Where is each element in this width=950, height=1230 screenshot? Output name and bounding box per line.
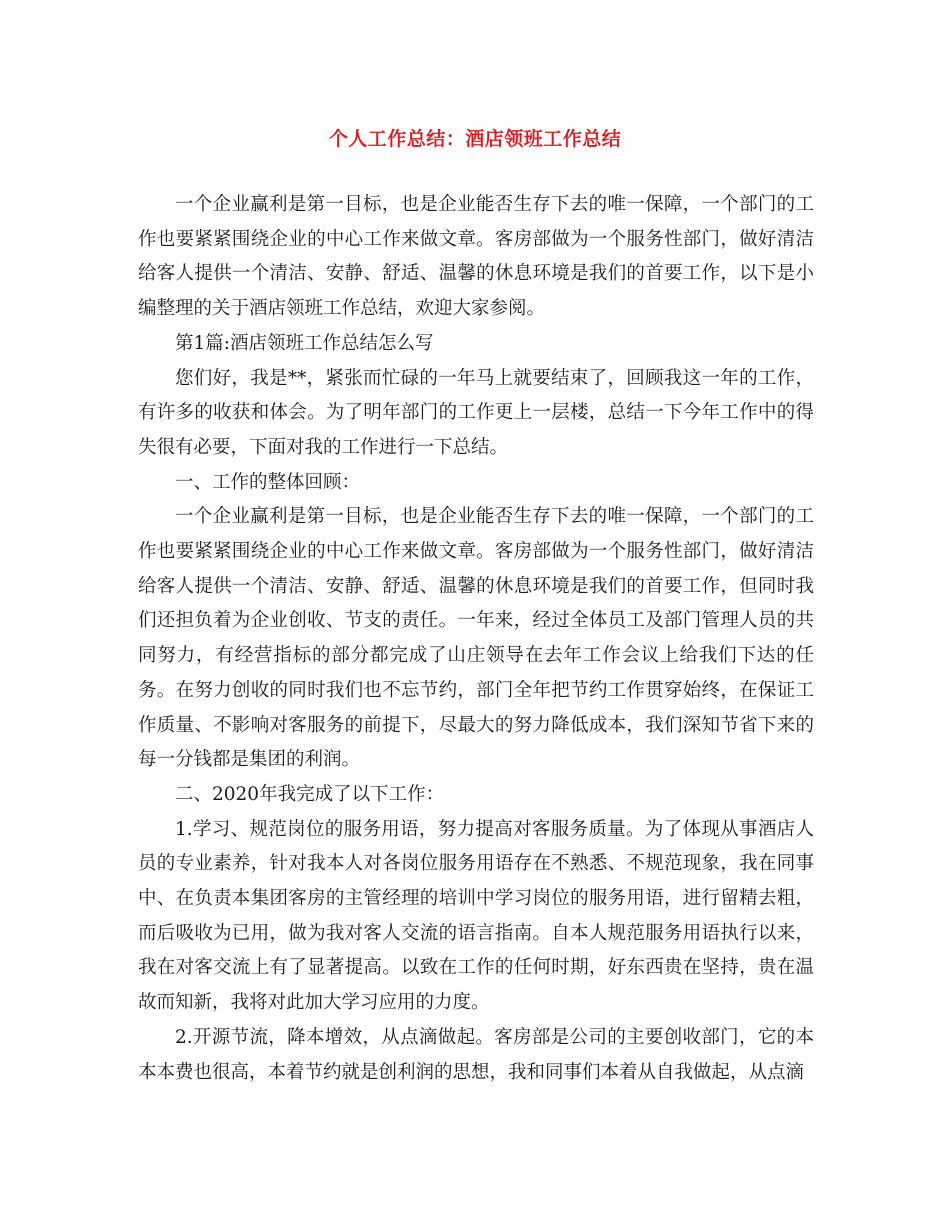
paragraph: 您们好，我是**，紧张而忙碌的一年马上就要结束了，回顾我这一年的工作，有许多的收获和体会。为了明年部门的工作更上一层楼，总结一下今年工作中的得失很有必要，下面对我的工作进行一下总结。 [138,367,814,458]
document-body [138,188,814,1090]
paragraph: 2.开源节流，降本增效，从点滴做起。客房部是公司的主要创收部门，它的本本本费也很高，本着节约就是创利润的思想，我和同事们本着从自我做起，从点滴 [138,1026,814,1083]
paragraph: 1.学习、规范岗位的服务用语，努力提高对客服务质量。为了体现从事酒店人员的专业素养，针对我本人对各岗位服务用语存在不熟悉、不规范现象，我在同事中、在负责本集团客房的主管经理的培训中学习岗位的服务用语，进行留精去粗，而后吸收为已用，做为我对客人交流的语言指南。自本人规范服务用语执行以来，我在对客交流上有了显著提高。以致在工作的任何时期，好东西贵在坚持，贵在温故而知新，我将对此加大学习应用的力度。 [138,818,814,1014]
paragraph: 一个企业赢利是第一目标，也是企业能否生存下去的唯一保障，一个部门的工作也要紧紧围绕企业的中心工作来做文章。客房部做为一个服务性部门，做好清洁给客人提供一个清洁、安静、舒适、温馨的休息环境是我们的首要工作，以下是小编整理的关于酒店领班工作总结，欢迎大家参阅。 [138,194,814,320]
paragraph: 一个企业赢利是第一目标，也是企业能否生存下去的唯一保障，一个部门的工作也要紧紧围绕企业的中心工作来做文章。客房部做为一个服务性部门，做好清洁给客人提供一个清洁、安静、舒适、温馨的休息环境是我们的首要工作，但同时我们还担负着为企业创收、节支的责任。一年来，经过全体员工及部门管理人员的共同努力，有经营指标的部分都完成了山庄领导在去年工作会议上给我们下达的任务。在努力创收的同时我们也不忘节约，部门全年把节约工作贯穿始终，在保证工作质量、不影响对客服务的前提下，尽最大的努力降低成本，我们深知节省下来的每一分钱都是集团的利润。 [138,506,814,771]
section-heading: 第1篇:酒店领班工作总结怎么写 [175,332,434,354]
document-title: 个人工作总结：酒店领班工作总结 [328,128,622,150]
section-heading: 一、工作的整体回顾： [175,471,361,493]
section-heading: 二、2020年我完成了以下工作： [175,783,445,805]
